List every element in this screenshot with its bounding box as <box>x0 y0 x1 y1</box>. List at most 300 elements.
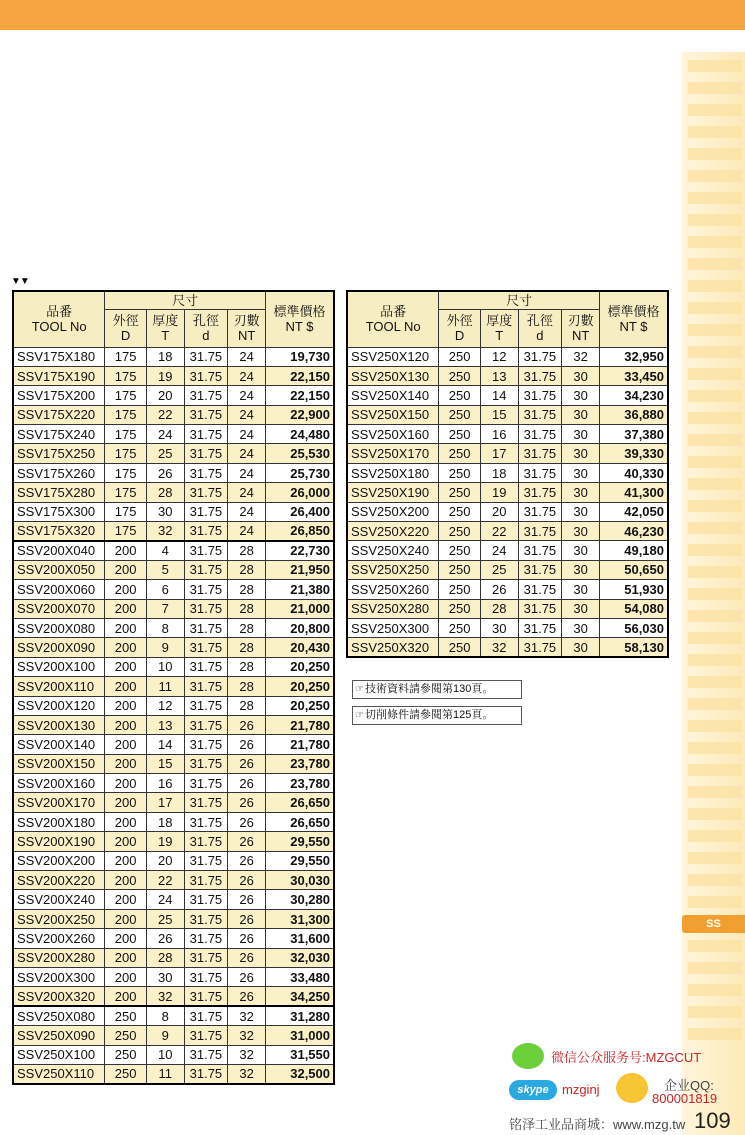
table-row <box>13 987 334 1006</box>
cell-outer-diameter: 200 <box>105 715 147 734</box>
header-tool-no: 品番 TOOL No <box>13 291 105 347</box>
cell-hole-diameter: 31.75 <box>518 425 562 444</box>
cell-tool-no: SSV250X130 <box>347 366 439 385</box>
cell-tool-no: SSV175X300 <box>13 502 105 521</box>
header-dimensions: 尺寸 <box>439 291 600 309</box>
cell-thickness: 11 <box>146 1064 184 1083</box>
cell-hole-diameter: 31.75 <box>184 890 228 909</box>
cell-hole-diameter: 31.75 <box>184 812 228 831</box>
cell-tool-no: SSV250X170 <box>347 444 439 463</box>
cell-hole-diameter: 31.75 <box>184 754 228 773</box>
cell-price: 20,800 <box>265 618 334 637</box>
cell-teeth: 26 <box>228 774 266 793</box>
cell-thickness: 25 <box>480 560 518 579</box>
cell-thickness: 32 <box>146 987 184 1006</box>
header-dimensions: 尺寸 <box>105 291 266 309</box>
cell-price: 22,730 <box>265 541 334 560</box>
cell-thickness: 24 <box>146 425 184 444</box>
table-row <box>13 793 334 812</box>
cell-hole-diameter: 31.75 <box>184 618 228 637</box>
watermark-skype-id: mzginj <box>562 1082 600 1097</box>
cell-thickness: 25 <box>146 909 184 928</box>
table-row <box>13 522 334 541</box>
cell-tool-no: SSV250X280 <box>347 599 439 618</box>
cell-price: 40,330 <box>599 463 668 482</box>
table-row <box>13 851 334 870</box>
price-table-right <box>346 290 669 658</box>
cell-teeth: 30 <box>562 580 600 599</box>
cell-teeth: 26 <box>228 754 266 773</box>
cell-outer-diameter: 250 <box>439 405 481 424</box>
header-tool-no: 品番 TOOL No <box>347 291 439 347</box>
cell-hole-diameter: 31.75 <box>184 851 228 870</box>
cell-thickness: 6 <box>146 580 184 599</box>
table-row <box>13 657 334 676</box>
cell-outer-diameter: 200 <box>105 968 147 987</box>
cell-teeth: 24 <box>228 463 266 482</box>
cell-teeth: 24 <box>228 366 266 385</box>
cell-hole-diameter: 31.75 <box>518 463 562 482</box>
cell-teeth: 26 <box>228 735 266 754</box>
cell-price: 19,730 <box>265 347 334 366</box>
cell-hole-diameter: 31.75 <box>518 560 562 579</box>
table-row <box>13 735 334 754</box>
table-row <box>347 638 668 657</box>
cell-thickness: 10 <box>146 657 184 676</box>
note-tech-reference[interactable]: ☞技術資料請參閱第130頁。 <box>352 680 522 699</box>
qq-icon <box>616 1073 648 1103</box>
cell-outer-diameter: 200 <box>105 909 147 928</box>
cell-tool-no: SSV200X120 <box>13 696 105 715</box>
cell-thickness: 24 <box>480 541 518 560</box>
cell-price: 58,130 <box>599 638 668 657</box>
cell-hole-diameter: 31.75 <box>184 425 228 444</box>
cell-tool-no: SSV250X110 <box>13 1064 105 1083</box>
cell-outer-diameter: 175 <box>105 366 147 385</box>
wechat-icon <box>512 1043 544 1069</box>
cell-tool-no: SSV250X260 <box>347 580 439 599</box>
cell-teeth: 26 <box>228 948 266 967</box>
cell-price: 20,250 <box>265 677 334 696</box>
cell-thickness: 10 <box>146 1045 184 1064</box>
cell-hole-diameter: 31.75 <box>184 715 228 734</box>
cell-outer-diameter: 175 <box>105 405 147 424</box>
cell-outer-diameter: 250 <box>105 1064 147 1083</box>
cell-outer-diameter: 175 <box>105 522 147 541</box>
cell-tool-no: SSV200X180 <box>13 812 105 831</box>
watermark-qq-number: 800001819 <box>652 1091 718 1106</box>
cell-price: 36,880 <box>599 405 668 424</box>
cell-teeth: 28 <box>228 541 266 560</box>
cell-price: 33,480 <box>265 968 334 987</box>
skype-icon: skype <box>509 1080 557 1100</box>
cell-hole-diameter: 31.75 <box>518 444 562 463</box>
cell-hole-diameter: 31.75 <box>518 405 562 424</box>
cell-outer-diameter: 250 <box>439 638 481 657</box>
cell-outer-diameter: 250 <box>439 366 481 385</box>
cell-price: 22,150 <box>265 366 334 385</box>
cell-hole-diameter: 31.75 <box>184 657 228 676</box>
cell-price: 21,000 <box>265 599 334 618</box>
cell-thickness: 4 <box>146 541 184 560</box>
cell-teeth: 26 <box>228 871 266 890</box>
cell-outer-diameter: 175 <box>105 483 147 502</box>
cell-tool-no: SSV175X250 <box>13 444 105 463</box>
cell-tool-no: SSV200X150 <box>13 754 105 773</box>
cell-hole-diameter: 31.75 <box>184 832 228 851</box>
cell-thickness: 20 <box>146 851 184 870</box>
cell-outer-diameter: 175 <box>105 347 147 366</box>
cell-tool-no: SSV200X090 <box>13 638 105 657</box>
table-row <box>13 1064 334 1083</box>
table-row <box>347 366 668 385</box>
cell-hole-diameter: 31.75 <box>184 793 228 812</box>
cell-outer-diameter: 200 <box>105 618 147 637</box>
cell-teeth: 28 <box>228 677 266 696</box>
cell-tool-no: SSV200X060 <box>13 580 105 599</box>
table-row <box>347 444 668 463</box>
cell-teeth: 30 <box>562 618 600 637</box>
cell-outer-diameter: 250 <box>105 1026 147 1045</box>
cell-price: 41,300 <box>599 483 668 502</box>
pointing-hand-icon: ☞ <box>355 710 364 721</box>
cell-price: 32,500 <box>265 1064 334 1083</box>
cell-teeth: 32 <box>228 1045 266 1064</box>
cell-price: 56,030 <box>599 618 668 637</box>
cell-price: 21,780 <box>265 735 334 754</box>
cell-teeth: 28 <box>228 696 266 715</box>
cell-outer-diameter: 200 <box>105 541 147 560</box>
cell-teeth: 30 <box>562 502 600 521</box>
cell-teeth: 30 <box>562 425 600 444</box>
cell-teeth: 32 <box>228 1006 266 1025</box>
cell-tool-no: SSV200X070 <box>13 599 105 618</box>
table-row <box>13 599 334 618</box>
cell-hole-diameter: 31.75 <box>184 696 228 715</box>
cell-outer-diameter: 250 <box>439 483 481 502</box>
cell-tool-no: SSV200X240 <box>13 890 105 909</box>
cell-outer-diameter: 175 <box>105 444 147 463</box>
note-cutting-reference[interactable]: ☞切削條件請參閱第125頁。 <box>352 706 522 725</box>
cell-teeth: 26 <box>228 851 266 870</box>
cell-price: 30,280 <box>265 890 334 909</box>
table-row <box>347 463 668 482</box>
cell-hole-diameter: 31.75 <box>184 1064 228 1083</box>
table-row <box>13 541 334 560</box>
cell-price: 21,780 <box>265 715 334 734</box>
table-row <box>13 1026 334 1045</box>
cell-price: 51,930 <box>599 580 668 599</box>
cell-thickness: 19 <box>146 832 184 851</box>
cell-teeth: 30 <box>562 541 600 560</box>
cell-thickness: 16 <box>480 425 518 444</box>
cell-price: 42,050 <box>599 502 668 521</box>
cell-outer-diameter: 200 <box>105 774 147 793</box>
cell-thickness: 15 <box>146 754 184 773</box>
cell-price: 31,000 <box>265 1026 334 1045</box>
table-row <box>13 968 334 987</box>
cell-hole-diameter: 31.75 <box>184 580 228 599</box>
cell-hole-diameter: 31.75 <box>184 560 228 579</box>
cell-outer-diameter: 200 <box>105 851 147 870</box>
cell-teeth: 28 <box>228 657 266 676</box>
cell-outer-diameter: 175 <box>105 463 147 482</box>
cell-hole-diameter: 31.75 <box>518 541 562 560</box>
cell-thickness: 22 <box>146 871 184 890</box>
cell-outer-diameter: 250 <box>439 618 481 637</box>
cell-price: 34,230 <box>599 386 668 405</box>
cell-hole-diameter: 31.75 <box>184 1006 228 1025</box>
table-row <box>13 463 334 482</box>
cell-teeth: 28 <box>228 599 266 618</box>
table-row <box>13 871 334 890</box>
cell-tool-no: SSV250X250 <box>347 560 439 579</box>
cell-thickness: 14 <box>146 735 184 754</box>
cell-tool-no: SSV200X170 <box>13 793 105 812</box>
cell-thickness: 26 <box>146 463 184 482</box>
cell-price: 25,530 <box>265 444 334 463</box>
cell-price: 31,280 <box>265 1006 334 1025</box>
cell-thickness: 9 <box>146 638 184 657</box>
header-hole-diameter: 孔徑 d <box>518 309 562 347</box>
cell-hole-diameter: 31.75 <box>184 1045 228 1064</box>
cell-teeth: 24 <box>228 425 266 444</box>
cell-tool-no: SSV200X110 <box>13 677 105 696</box>
cell-tool-no: SSV250X180 <box>347 463 439 482</box>
price-table-left-body <box>13 347 334 1084</box>
table-row <box>13 483 334 502</box>
cell-tool-no: SSV250X120 <box>347 347 439 366</box>
cell-price: 29,550 <box>265 832 334 851</box>
cell-hole-diameter: 31.75 <box>518 502 562 521</box>
cell-price: 32,950 <box>599 347 668 366</box>
cell-tool-no: SSV200X200 <box>13 851 105 870</box>
cell-price: 26,850 <box>265 522 334 541</box>
cell-price: 23,780 <box>265 754 334 773</box>
cell-tool-no: SSV250X220 <box>347 522 439 541</box>
cell-outer-diameter: 250 <box>439 386 481 405</box>
cell-teeth: 30 <box>562 483 600 502</box>
cell-thickness: 20 <box>480 502 518 521</box>
cell-hole-diameter: 31.75 <box>518 483 562 502</box>
table-row <box>347 580 668 599</box>
cell-tool-no: SSV250X150 <box>347 405 439 424</box>
header-outer-diameter: 外徑 D <box>105 309 147 347</box>
cell-teeth: 26 <box>228 715 266 734</box>
cell-teeth: 30 <box>562 386 600 405</box>
table-row <box>13 677 334 696</box>
cell-hole-diameter: 31.75 <box>518 366 562 385</box>
top-color-band <box>0 0 745 30</box>
cell-thickness: 12 <box>480 347 518 366</box>
cell-thickness: 30 <box>146 502 184 521</box>
cell-tool-no: SSV200X100 <box>13 657 105 676</box>
header-price: 標準價格 NT $ <box>265 291 334 347</box>
cell-tool-no: SSV175X320 <box>13 522 105 541</box>
cell-price: 34,250 <box>265 987 334 1006</box>
cell-teeth: 30 <box>562 522 600 541</box>
cell-outer-diameter: 250 <box>439 522 481 541</box>
section-marker: ▼▼ <box>11 276 29 287</box>
cell-outer-diameter: 250 <box>105 1045 147 1064</box>
side-index-strip <box>682 52 745 1135</box>
cell-price: 37,380 <box>599 425 668 444</box>
cell-thickness: 7 <box>146 599 184 618</box>
cell-teeth: 30 <box>562 463 600 482</box>
cell-thickness: 8 <box>146 618 184 637</box>
header-thickness: 厚度 T <box>480 309 518 347</box>
cell-tool-no: SSV200X250 <box>13 909 105 928</box>
table-row <box>13 347 334 366</box>
cell-hole-diameter: 31.75 <box>184 987 228 1006</box>
cell-hole-diameter: 31.75 <box>184 948 228 967</box>
cell-thickness: 14 <box>480 386 518 405</box>
cell-teeth: 30 <box>562 599 600 618</box>
cell-outer-diameter: 175 <box>105 425 147 444</box>
table-row <box>13 890 334 909</box>
cell-outer-diameter: 200 <box>105 580 147 599</box>
cell-teeth: 24 <box>228 444 266 463</box>
cell-thickness: 30 <box>480 618 518 637</box>
cell-tool-no: SSV250X240 <box>347 541 439 560</box>
cell-tool-no: SSV200X300 <box>13 968 105 987</box>
cell-teeth: 24 <box>228 405 266 424</box>
table-row <box>13 948 334 967</box>
table-row <box>347 541 668 560</box>
cell-tool-no: SSV200X040 <box>13 541 105 560</box>
table-row <box>347 405 668 424</box>
cell-teeth: 26 <box>228 890 266 909</box>
cell-price: 54,080 <box>599 599 668 618</box>
cell-hole-diameter: 31.75 <box>184 444 228 463</box>
cell-thickness: 22 <box>146 405 184 424</box>
cell-thickness: 26 <box>146 929 184 948</box>
cell-tool-no: SSV250X090 <box>13 1026 105 1045</box>
cell-tool-no: SSV250X080 <box>13 1006 105 1025</box>
cell-price: 32,030 <box>265 948 334 967</box>
cell-hole-diameter: 31.75 <box>184 871 228 890</box>
cell-thickness: 16 <box>146 774 184 793</box>
cell-price: 26,650 <box>265 812 334 831</box>
cell-thickness: 17 <box>480 444 518 463</box>
cell-thickness: 8 <box>146 1006 184 1025</box>
cell-thickness: 24 <box>146 890 184 909</box>
table-row <box>347 618 668 637</box>
cell-thickness: 12 <box>146 696 184 715</box>
cell-tool-no: SSV200X050 <box>13 560 105 579</box>
cell-hole-diameter: 31.75 <box>184 735 228 754</box>
cell-price: 49,180 <box>599 541 668 560</box>
cell-price: 31,600 <box>265 929 334 948</box>
cell-teeth: 24 <box>228 347 266 366</box>
cell-tool-no: SSV175X280 <box>13 483 105 502</box>
cell-outer-diameter: 200 <box>105 948 147 967</box>
header-teeth: 刃數 NT <box>562 309 600 347</box>
cell-hole-diameter: 31.75 <box>184 929 228 948</box>
cell-teeth: 24 <box>228 522 266 541</box>
cell-price: 26,400 <box>265 502 334 521</box>
cell-thickness: 28 <box>146 483 184 502</box>
cell-hole-diameter: 31.75 <box>184 347 228 366</box>
cell-thickness: 26 <box>480 580 518 599</box>
cell-teeth: 30 <box>562 405 600 424</box>
cell-tool-no: SSV175X200 <box>13 386 105 405</box>
cell-hole-diameter: 31.75 <box>184 774 228 793</box>
cell-thickness: 5 <box>146 560 184 579</box>
cell-teeth: 28 <box>228 580 266 599</box>
cell-hole-diameter: 31.75 <box>184 677 228 696</box>
table-row <box>347 560 668 579</box>
watermark-qq-label: 企业QQ: <box>664 1078 714 1093</box>
cell-outer-diameter: 200 <box>105 890 147 909</box>
cell-tool-no: SSV250X320 <box>347 638 439 657</box>
table-row <box>347 599 668 618</box>
cell-teeth: 26 <box>228 968 266 987</box>
cell-thickness: 18 <box>146 347 184 366</box>
cell-tool-no: SSV250X140 <box>347 386 439 405</box>
cell-thickness: 17 <box>146 793 184 812</box>
header-teeth: 刃數 NT <box>228 309 266 347</box>
table-row <box>13 618 334 637</box>
cell-hole-diameter: 31.75 <box>184 483 228 502</box>
cell-hole-diameter: 31.75 <box>518 347 562 366</box>
header-outer-diameter: 外徑 D <box>439 309 481 347</box>
table-row <box>13 405 334 424</box>
cell-price: 30,030 <box>265 871 334 890</box>
cell-price: 20,250 <box>265 657 334 676</box>
cell-hole-diameter: 31.75 <box>518 599 562 618</box>
cell-tool-no: SSV175X190 <box>13 366 105 385</box>
cell-outer-diameter: 200 <box>105 560 147 579</box>
cell-price: 21,950 <box>265 560 334 579</box>
cell-thickness: 30 <box>146 968 184 987</box>
table-row <box>13 560 334 579</box>
table-row <box>13 444 334 463</box>
cell-hole-diameter: 31.75 <box>184 541 228 560</box>
cell-thickness: 9 <box>146 1026 184 1045</box>
cell-tool-no: SSV200X130 <box>13 715 105 734</box>
cell-tool-no: SSV200X280 <box>13 948 105 967</box>
cell-outer-diameter: 250 <box>439 580 481 599</box>
cell-thickness: 13 <box>480 366 518 385</box>
cell-price: 26,650 <box>265 793 334 812</box>
table-row <box>13 1006 334 1025</box>
cell-teeth: 28 <box>228 638 266 657</box>
cell-price: 25,730 <box>265 463 334 482</box>
table-row <box>13 386 334 405</box>
cell-thickness: 25 <box>146 444 184 463</box>
cell-outer-diameter: 200 <box>105 657 147 676</box>
section-tab-ss[interactable]: SS <box>682 915 745 933</box>
cell-price: 50,650 <box>599 560 668 579</box>
cell-outer-diameter: 200 <box>105 929 147 948</box>
table-row <box>13 774 334 793</box>
cell-price: 33,450 <box>599 366 668 385</box>
cell-outer-diameter: 200 <box>105 832 147 851</box>
cell-price: 29,550 <box>265 851 334 870</box>
table-row <box>13 580 334 599</box>
cell-tool-no: SSV200X220 <box>13 871 105 890</box>
table-row <box>13 366 334 385</box>
table-row <box>347 386 668 405</box>
cell-outer-diameter: 250 <box>439 560 481 579</box>
cell-hole-diameter: 31.75 <box>184 405 228 424</box>
cell-teeth: 24 <box>228 386 266 405</box>
table-row <box>347 425 668 444</box>
cell-teeth: 32 <box>228 1026 266 1045</box>
cell-teeth: 26 <box>228 812 266 831</box>
cell-teeth: 26 <box>228 793 266 812</box>
